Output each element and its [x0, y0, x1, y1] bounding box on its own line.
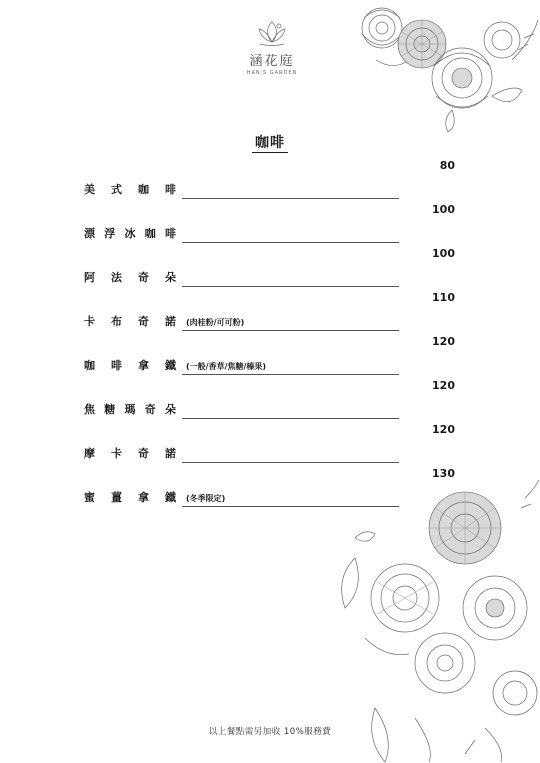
item-name	[84, 489, 176, 505]
menu-item	[84, 201, 464, 241]
menu-item	[84, 245, 464, 285]
item-name-char: 焦	[84, 403, 95, 416]
brand-name-en: HAN'S GARDEN	[246, 70, 298, 76]
item-name-char: 咖	[144, 227, 156, 240]
item-name-char: 朵	[165, 403, 176, 416]
item-name-char: 奇	[144, 403, 156, 416]
item-name	[84, 357, 176, 373]
item-price: 120	[432, 379, 455, 392]
item-note: (冬季限定)	[186, 494, 226, 503]
item-note: (肉桂粉/可可粉)	[186, 318, 245, 327]
item-note: (一般/香草/焦糖/榛果)	[186, 362, 267, 371]
flower-icon	[362, 8, 402, 48]
stem-icon	[376, 60, 406, 66]
item-price: 130	[432, 467, 455, 480]
item-name-char: 奇	[138, 447, 149, 460]
item-name-char: 漂	[84, 227, 95, 240]
flower-icon	[429, 492, 501, 564]
item-price: 80	[439, 159, 455, 172]
item-name	[84, 313, 176, 329]
item-name-char: 糖	[104, 403, 116, 416]
menu-item	[84, 333, 464, 373]
flower-icon	[484, 22, 520, 58]
item-name	[84, 225, 176, 241]
item-name-char: 布	[111, 315, 122, 328]
item-name-char: 奇	[138, 271, 149, 284]
item-name-char: 諾	[165, 315, 176, 328]
brand-name: 涵花庭	[249, 54, 295, 69]
stem-icon	[365, 638, 409, 655]
item-leader-line	[182, 330, 399, 331]
item-price: 120	[432, 423, 455, 436]
item-name-char: 卡	[111, 447, 122, 460]
item-name-char: 冰	[124, 227, 136, 240]
stem-icon	[512, 20, 538, 60]
item-name-char: 咖	[138, 183, 149, 196]
menu-item	[84, 421, 464, 461]
item-leader-line	[182, 418, 399, 419]
leaf-icon	[492, 88, 522, 102]
item-price: 100	[432, 203, 455, 216]
item-price: 100	[432, 247, 455, 260]
item-name-char: 朵	[165, 271, 176, 284]
item-name-char: 鐵	[165, 359, 176, 372]
menu-item	[84, 157, 464, 197]
item-name-char: 鐵	[165, 491, 176, 504]
item-name-char: 拿	[138, 491, 149, 504]
service-charge-note: 以上餐點需另加收 10%服務費	[208, 727, 332, 737]
section-title: 咖啡	[255, 135, 285, 151]
item-name-char: 瑪	[124, 403, 136, 416]
flower-icon	[432, 48, 492, 108]
flower-icon	[415, 633, 475, 693]
item-leader-line	[182, 286, 399, 287]
item-name-char: 諾	[165, 447, 176, 460]
item-name-char: 咖	[84, 359, 95, 372]
item-leader-line	[182, 374, 399, 375]
item-name-char: 美	[84, 183, 95, 196]
flower-illustration-top	[352, 0, 540, 134]
item-name-char: 奇	[138, 315, 149, 328]
flower-icon	[371, 564, 439, 632]
item-name-char: 摩	[84, 447, 95, 460]
flower-icon	[398, 20, 446, 68]
item-name-char: 蜜	[84, 491, 95, 504]
item-name-char: 拿	[138, 359, 149, 372]
item-name-char: 阿	[84, 271, 95, 284]
item-name-char: 啡	[165, 227, 176, 240]
menu-item	[84, 377, 464, 417]
item-name-char: 式	[111, 183, 122, 196]
item-price: 110	[432, 291, 455, 304]
leaf-icon	[342, 558, 359, 608]
flower-illustration-bottom	[325, 478, 540, 763]
bud-icon	[355, 532, 375, 541]
item-name-char: 浮	[104, 227, 116, 240]
item-name	[84, 445, 176, 461]
item-name	[84, 269, 176, 285]
stem-icon	[521, 480, 539, 508]
item-name-char: 啡	[111, 359, 122, 372]
item-leader-line	[182, 242, 399, 243]
item-name	[84, 401, 176, 417]
item-price: 120	[432, 335, 455, 348]
item-name	[84, 181, 176, 197]
item-name-char: 法	[111, 271, 122, 284]
item-name-char: 啡	[165, 183, 176, 196]
item-leader-line	[182, 462, 399, 463]
leaf-icon	[446, 110, 455, 132]
item-name-char: 卡	[84, 315, 95, 328]
item-name-char: 薑	[111, 491, 122, 504]
flower-icon	[463, 576, 527, 640]
item-leader-line	[182, 198, 399, 199]
flower-icon	[493, 671, 537, 715]
menu-item	[84, 289, 464, 329]
